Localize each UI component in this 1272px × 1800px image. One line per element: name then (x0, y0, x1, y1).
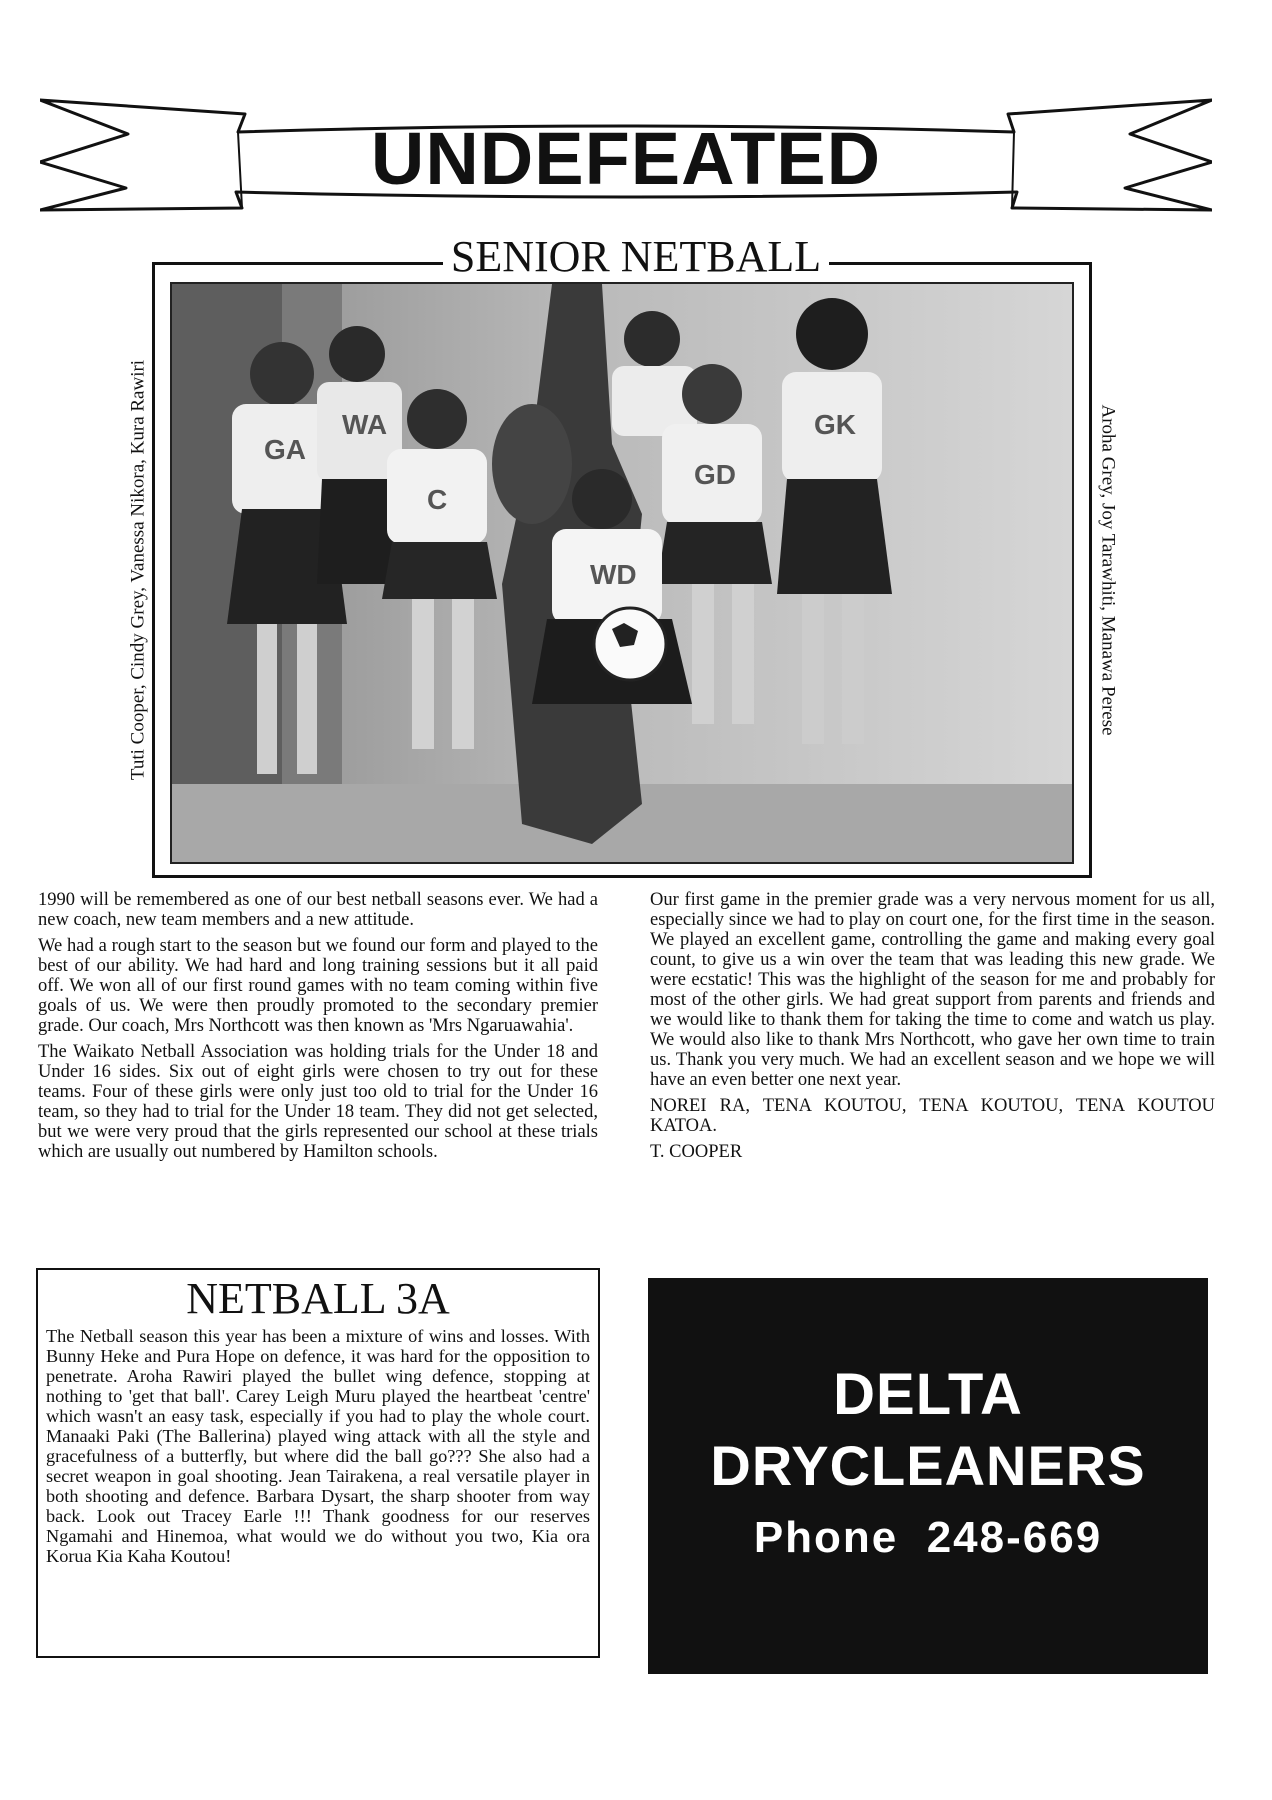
ad-line-delta: DELTA (833, 1362, 1023, 1427)
section-title-text: SENIOR NETBALL (443, 232, 829, 281)
delta-drycleaners-ad (648, 1278, 1208, 1674)
article-right-column (650, 890, 1215, 1168)
bib-label-wa: WA (342, 409, 388, 440)
headline: UNDEFEATED (370, 117, 882, 200)
bib-label-gd: GD (694, 459, 736, 490)
team-photo (170, 282, 1074, 864)
article-paragraph: 1990 will be remembered as one of our best netball seasons ever. We had a new coach, new team members and a new attitude. (38, 890, 598, 930)
article-author: T. COOPER (650, 1142, 743, 1162)
netball-3a-body: The Netball season this year has been a mixture of wins and losses. With Bunny Heke and Pura Hope on defence, it was hard for the opposition to penetrate. Aroha Rawiri played the bullet wing defence, stopping at nothing to 'get that ball'. Carey Leigh Muru played the heartbeat 'centre' which wasn't an easy task, especially if you had to play the whole court. Manaaki Paki (The Ballerina) played wing attack with all the style and gracefulness of a butterfly, but where did the ball go??? She also had a secret weapon in goal shooting. Jean Tairakena, a real versatile player in both shooting and defence. Barbara Dysart, the sharp shooter from way back. Look out Tracey Earle !!! Thank goodness for our reserves Ngamahi and Hinemoa, what would we do without you two, Kia ora Korua Kia Kaha Koutou! (46, 1326, 590, 1566)
article-closing: NOREI RA, TENA KOUTOU, TENA KOUTOU, TENA KOUTOU KATOA. (650, 1096, 1215, 1136)
bib-label-ga: GA (264, 434, 306, 465)
article-paragraph: The Waikato Netball Association was holding trials for the Under 18 and Under 16 sides. Six out of eight girls were chosen to try out for these teams. Four of these girls were only just too old to trial for the Under 16 team, so they had to trial for the Under 18 team. They did not get selected, but we were very proud that the girls represented our school at these trials which are usually out numbered by Hamilton schools. (38, 1042, 598, 1162)
netball-3a-box (36, 1268, 600, 1658)
headline-banner (40, 92, 1212, 242)
article-paragraph: Our first game in the premier grade was a very nervous moment for us all, especially since we had to play on court one, for the first time in the season. We played an excellent game, controlling the game and making every goal count, to give us a win over the team that was leading this new grade. We were ecstatic! This was the highlight of the season for me and probably for most of the other girls. We had great support from parents and friends and we would like to thank them for taking the time to come and watch us play. We would also like to thank Mrs Northcott, who gave her own time to train us. Thank you very much. We had an excellent season and we hope we will have an even better one next year. (650, 890, 1215, 1090)
photo-caption-left: Tuti Cooper, Cindy Grey, Vanessa Nikora, Kura Rawiri (127, 359, 149, 781)
photo-caption-right: Aroha Grey, Joy Tarawhiti, Manawa Perese (1097, 404, 1119, 736)
bib-label-c: C (427, 484, 448, 515)
netball-3a-title: NETBALL 3A (186, 1274, 450, 1323)
section-title (0, 232, 1272, 281)
bib-label-wd: WD (590, 559, 637, 590)
ad-line-phone: Phone 248-669 (753, 1513, 1103, 1562)
team-photo-image (172, 284, 1072, 862)
bib-label-gk: GK (814, 409, 856, 440)
article-paragraph: We had a rough start to the season but we found our form and played to the best of our ability. We had hard and long training sessions but it all paid off. We won all of our first round games with no team coming within five goals of us. We were then proudly promoted to the secondary premier grade. Our coach, Mrs Northcott was then known as 'Mrs Ngaruawahia'. (38, 936, 598, 1036)
article-left-column (38, 890, 598, 1168)
ad-line-drycleaners: DRYCLEANERS (710, 1434, 1146, 1497)
